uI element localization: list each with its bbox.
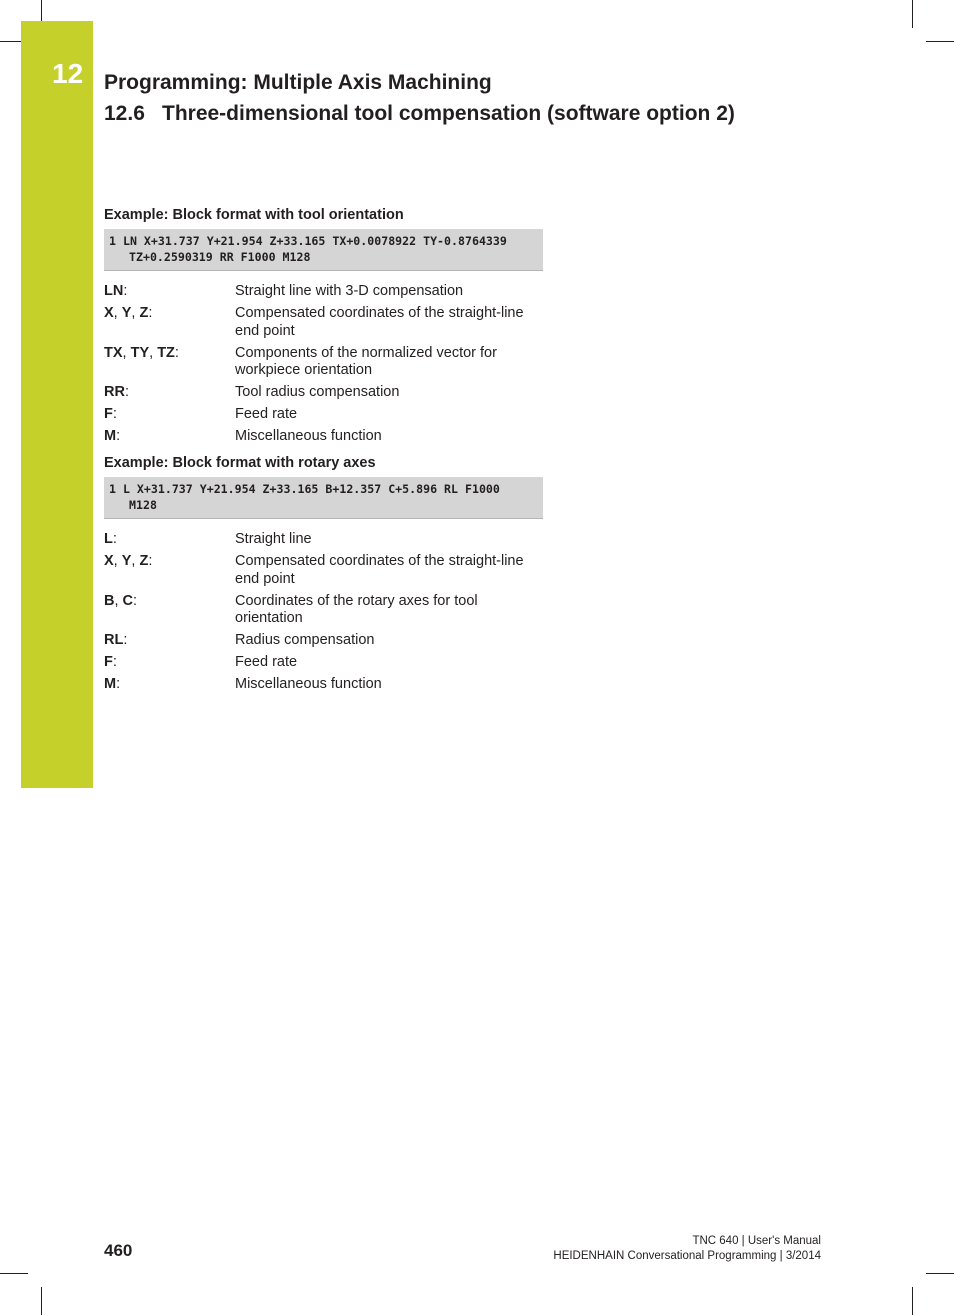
- parameter-description: Tool radius compensation: [235, 384, 400, 400]
- code-line: M128: [129, 498, 157, 512]
- crop-mark: [41, 1287, 42, 1315]
- section-number: 12.6: [104, 102, 145, 125]
- chapter-side-band: [21, 21, 93, 788]
- parameter-row: [104, 553, 543, 588]
- parameter-key: F:: [104, 654, 117, 670]
- parameter-key: TX, TY, TZ:: [104, 344, 179, 361]
- parameter-key: M:: [104, 428, 121, 444]
- code-line: 1 L X+31.737 Y+21.954 Z+33.165 B+12.357 C+5.896 RL F1000: [109, 482, 500, 496]
- parameter-key: X, Y, Z:: [104, 553, 153, 569]
- parameter-key: B, C:: [104, 592, 138, 609]
- parameter-key: F:: [104, 406, 117, 422]
- example-rotary-axes: [104, 455, 543, 698]
- parameter-row: [104, 345, 543, 380]
- page-number: 460: [104, 1241, 133, 1260]
- parameter-row: [104, 654, 543, 672]
- crop-mark: [926, 41, 954, 42]
- parameter-row: [104, 305, 543, 340]
- parameter-description: Compensated coordinates of the straight-line end point: [235, 553, 524, 587]
- parameter-key: X, Y, Z:: [104, 305, 153, 321]
- parameter-key: L:: [104, 531, 117, 547]
- parameter-description: Compensated coordinates of the straight-line end point: [235, 305, 524, 339]
- chapter-title: Programming: Multiple Axis Machining: [104, 71, 492, 94]
- parameter-description: Straight line: [235, 531, 312, 547]
- parameter-row: [104, 531, 543, 549]
- parameter-table: [104, 283, 543, 446]
- section-title-text: Three-dimensional tool compensation (software option 2): [162, 102, 735, 125]
- footer-info: [553, 1234, 821, 1264]
- code-block: [104, 477, 543, 519]
- crop-mark: [912, 1287, 913, 1315]
- parameter-description: Radius compensation: [235, 632, 375, 648]
- crop-mark: [912, 0, 913, 28]
- parameter-description: Feed rate: [235, 406, 298, 422]
- parameter-description: Feed rate: [235, 654, 298, 670]
- code-line: 1 LN X+31.737 Y+21.954 Z+33.165 TX+0.0078922 TY-0.8764339: [109, 234, 507, 248]
- parameter-row: [104, 676, 543, 694]
- example-tool-orientation: [104, 207, 543, 450]
- parameter-key: RR:: [104, 384, 129, 400]
- section-title: [104, 102, 735, 126]
- parameter-row: [104, 593, 543, 628]
- code-block: [104, 229, 543, 271]
- parameter-row: [104, 283, 543, 301]
- footer-line: HEIDENHAIN Conversational Programming | 3/2014: [553, 1250, 821, 1262]
- example-heading: Example: Block format with rotary axes: [104, 455, 376, 471]
- footer-line: TNC 640 | User's Manual: [692, 1235, 821, 1247]
- parameter-description: Straight line with 3-D compensation: [235, 283, 464, 299]
- parameter-key: M:: [104, 676, 121, 692]
- parameter-key: LN:: [104, 283, 128, 299]
- parameter-row: [104, 428, 543, 446]
- parameter-description: Components of the normalized vector for workpiece orientation: [235, 344, 497, 378]
- parameter-key: RL:: [104, 632, 128, 648]
- parameter-description: Coordinates of the rotary axes for tool orientation: [235, 592, 478, 626]
- chapter-number: 12: [52, 58, 84, 89]
- parameter-row: [104, 406, 543, 424]
- parameter-row: [104, 632, 543, 650]
- parameter-description: Miscellaneous function: [235, 428, 382, 444]
- parameter-table: [104, 531, 543, 694]
- crop-mark: [0, 1273, 28, 1274]
- example-heading: Example: Block format with tool orientation: [104, 207, 404, 223]
- parameter-description: Miscellaneous function: [235, 676, 382, 692]
- crop-mark: [926, 1273, 954, 1274]
- code-line: TZ+0.2590319 RR F1000 M128: [129, 250, 311, 264]
- parameter-row: [104, 384, 543, 402]
